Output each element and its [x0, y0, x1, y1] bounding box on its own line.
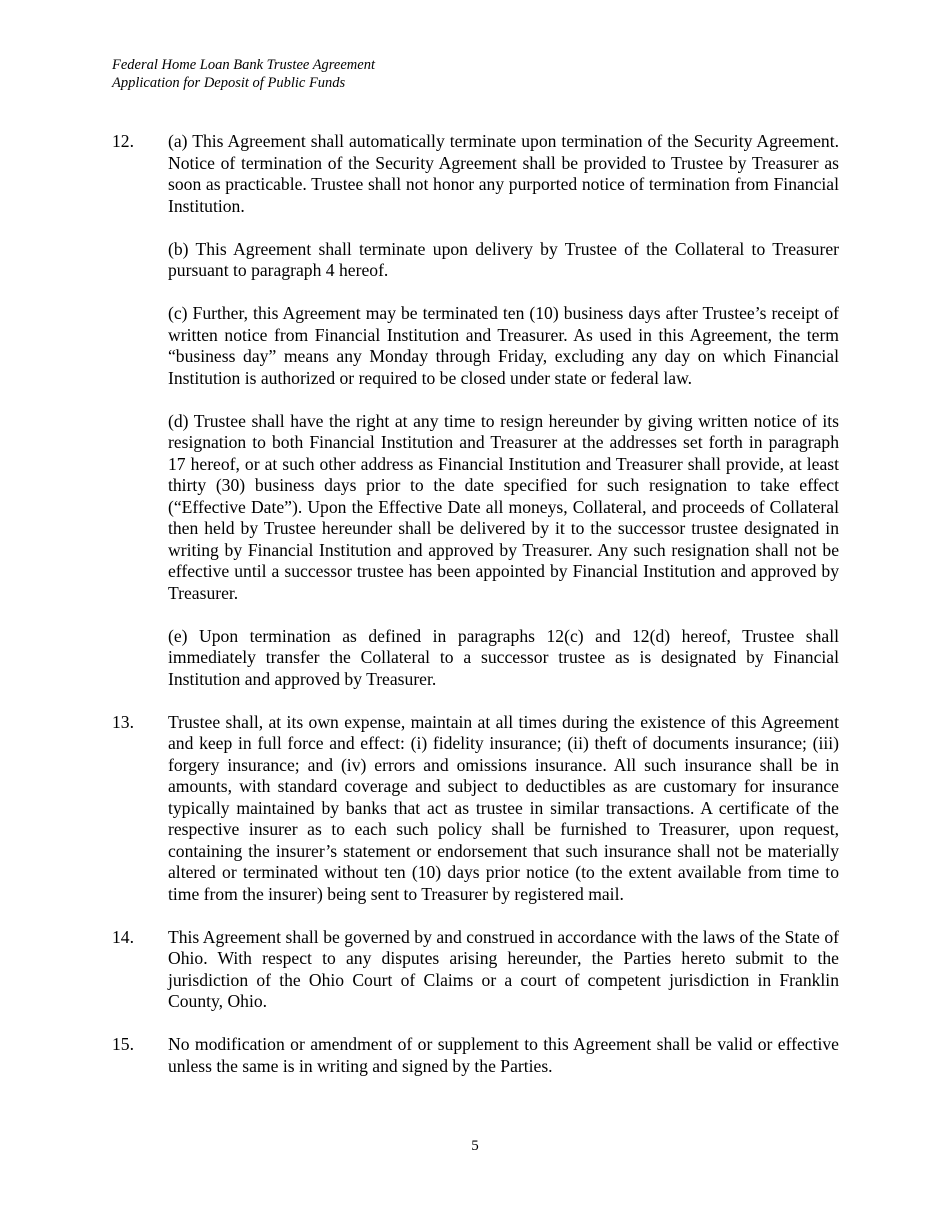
paragraph-12e: (e) Upon termination as defined in paragraphs 12(c) and 12(d) hereof, Trustee shall immediately transfer the Collateral to a successor trustee as is designated by Financial Institution and approved by Treasurer. — [168, 625, 839, 689]
section-number: 14. — [112, 926, 134, 947]
header-title-line: Federal Home Loan Bank Trustee Agreement — [112, 57, 375, 73]
paragraph-12b: (b) This Agreement shall terminate upon delivery by Trustee of the Collateral to Treasurer pursuant to paragraph 4 hereof. — [168, 238, 839, 280]
paragraph-12d: (d) Trustee shall have the right at any time to resign hereunder by giving written notice of its resignation to both Financial Institution and Treasurer at the addresses set forth in paragraph 17 hereof, or at such other address as Financial Institution and Treasurer shall provide, at least thirty (30) business days prior to the date specified for such resignation to take effect (“Effective Date”). Upon the Effective Date all moneys, Collateral, and proceeds of Collateral then held by Trustee hereunder shall be delivered by it to the successor trustee designated in writing by Financial Institution and approved by Treasurer. Any such resignation shall not be effective until a successor trustee has been appointed by Financial Institution and approved by Treasurer. — [168, 410, 839, 603]
page-number: 5 — [471, 1138, 479, 1154]
header-subtitle-line: Application for Deposit of Public Funds — [112, 75, 346, 91]
paragraph-12a: (a) This Agreement shall automatically terminate upon termination of the Security Agreement. Notice of termination of the Security Agreement shall be provided to Trustee by Treasurer as soon as practicable. Trustee shall not honor any purported notice of termination from Financial Institution. — [168, 131, 839, 216]
section-15 — [112, 1034, 839, 1077]
section-14 — [112, 927, 839, 1013]
section-number: 12. — [112, 131, 134, 151]
running-header — [112, 56, 375, 92]
paragraph-13: Trustee shall, at its own expense, maintain at all times during the existence of this Agreement and keep in full force and effect: (i) fidelity insurance; (ii) theft of documents insurance; (iii) forgery insurance; and (iv) errors and omissions insurance. All such insurance shall be in amounts, with standard coverage and subject to deductibles as are customary for insurance typically maintained by banks that act as trustee in similar transactions. A certificate of the respective insurer as to each such policy shall be furnished to Treasurer, upon request, containing the insurer’s statement or endorsement that such insurance shall not be materially altered or terminated without ten (10) days prior notice (to the extent available from time to time from the insurer) being sent to Treasurer by registered mail. — [168, 711, 839, 904]
document-body — [112, 131, 839, 1099]
paragraph-14: This Agreement shall be governed by and construed in accordance with the laws of the State of Ohio. With respect to any disputes arising hereunder, the Parties hereto submit to the jurisdiction of the Ohio Court of Claims or a court of competent jurisdiction in Franklin County, Ohio. — [168, 926, 839, 1011]
section-13 — [112, 712, 839, 906]
paragraph-15: No modification or amendment of or supplement to this Agreement shall be valid or effective unless the same is in writing and signed by the Parties. — [168, 1034, 839, 1076]
section-number: 13. — [112, 711, 134, 732]
section-number: 15. — [112, 1034, 134, 1054]
paragraph-12c: (c) Further, this Agreement may be terminated ten (10) business days after Trustee’s receipt of written notice from Financial Institution and Treasurer. As used in this Agreement, the term “business day” means any Monday through Friday, excluding any day on which Financial Institution is authorized or required to be closed under state or federal law. — [168, 303, 839, 388]
section-12 — [112, 131, 839, 690]
